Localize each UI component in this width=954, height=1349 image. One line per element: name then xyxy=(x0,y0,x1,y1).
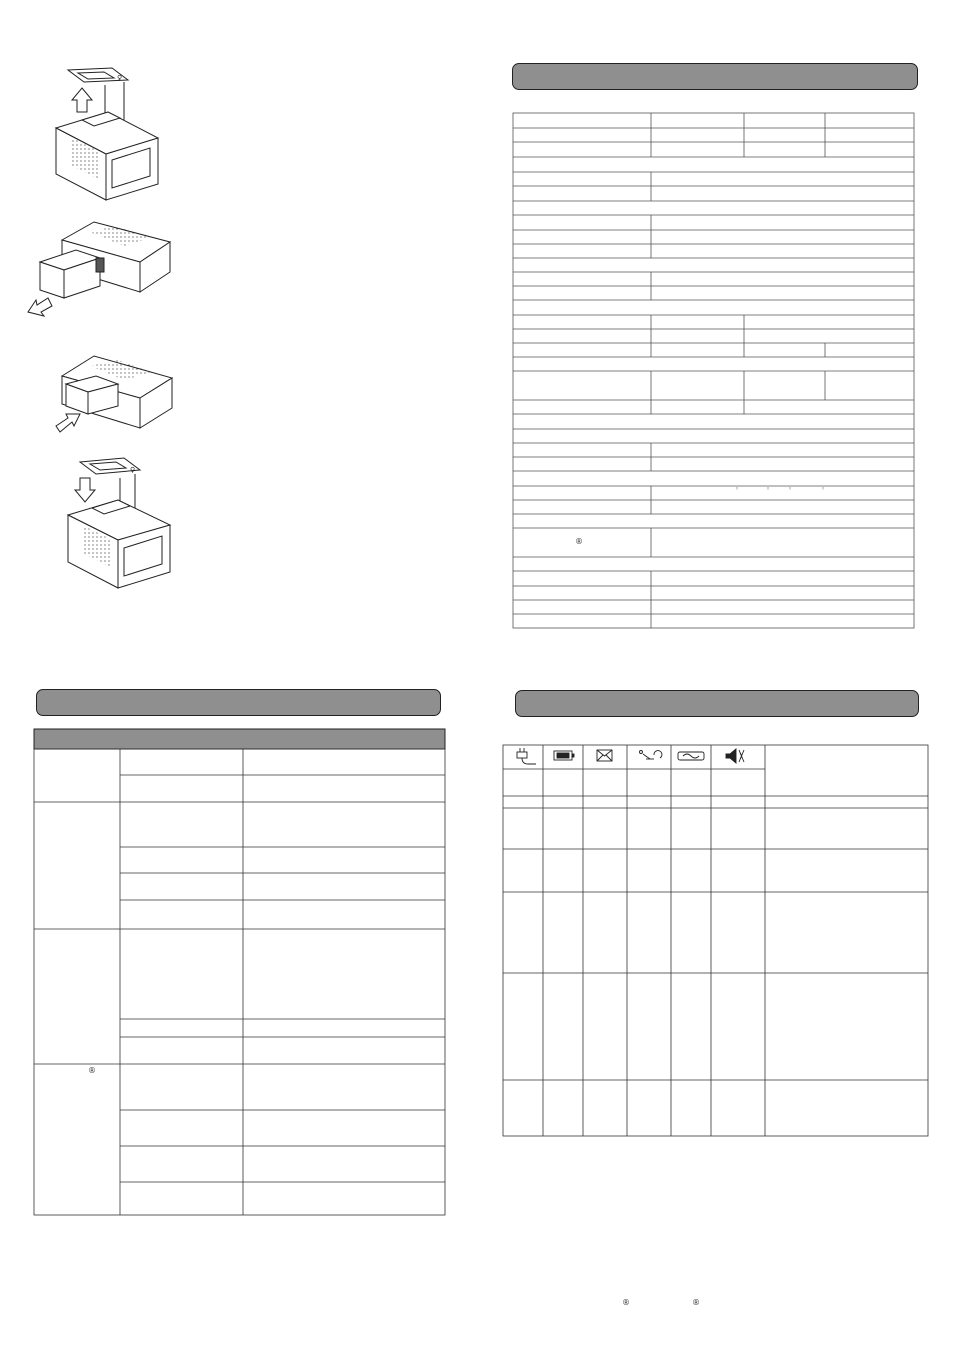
battery-icon xyxy=(554,751,574,760)
battery-replacement-illustrations xyxy=(0,0,477,640)
indicator-table xyxy=(500,742,932,1140)
arrow-down-left-icon xyxy=(28,298,52,316)
arrow-up-right-icon xyxy=(56,414,80,432)
specifications-table xyxy=(510,110,920,634)
arrow-down-icon xyxy=(75,478,95,502)
registered-mark: ® xyxy=(88,1066,96,1075)
svg-text:♀: ♀ xyxy=(117,74,123,82)
plug-icon xyxy=(517,748,536,764)
svg-text:◦: ◦ xyxy=(735,485,740,493)
wrench-icon xyxy=(640,751,662,760)
svg-text:◦: ◦ xyxy=(766,485,771,493)
svg-text:◦: ◦ xyxy=(821,485,826,493)
speaker-icon xyxy=(726,749,744,763)
registered-mark: ® xyxy=(575,537,583,546)
specifications-section-banner xyxy=(512,63,918,90)
svg-text:◦: ◦ xyxy=(788,485,793,493)
fuse-icon xyxy=(678,752,704,760)
indicators-section-banner xyxy=(515,690,919,717)
svg-text:♀: ♀ xyxy=(130,466,136,474)
troubleshooting-table xyxy=(32,727,448,1219)
registered-mark: ® xyxy=(622,1298,630,1307)
registered-mark: ® xyxy=(692,1298,700,1307)
illustration-remove-top-cover xyxy=(56,68,158,223)
envelope-icon xyxy=(597,750,612,761)
illustration-pull-out-battery xyxy=(40,222,170,298)
troubleshooting-section-banner xyxy=(36,689,441,716)
arrow-up-icon xyxy=(72,88,92,112)
